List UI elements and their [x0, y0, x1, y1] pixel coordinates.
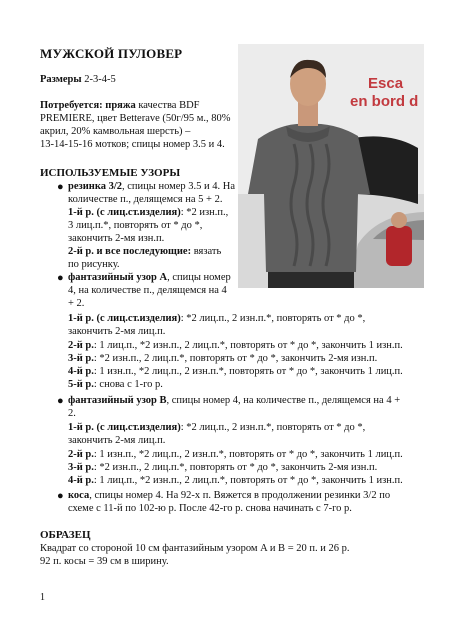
cable-line2: схеме с 11-й по 102-ю р. После 42-го р. снова начинать с 7-го р.	[68, 503, 352, 514]
materials-line2: PREMIERE, цвет Betterave (50г/95 м., 80%	[40, 113, 231, 124]
patB-line2: 2.	[68, 408, 76, 419]
patterns-heading: ИСПОЛЬЗУЕМЫЕ УЗОРЫ	[40, 167, 181, 179]
cable-line1	[68, 490, 390, 503]
patA-row2-text: : 1 лиц.п., *2 изн.п., 2 лиц.п.*, повторять от * до *, закончить 1 изн.п.	[93, 340, 403, 351]
patA-text1: , спицы номер	[167, 272, 231, 283]
patA-line2: 4, на количестве п., делящемся на 4	[68, 285, 227, 296]
bullet-icon: ●	[57, 490, 64, 502]
page-title: МУЖСКОЙ ПУЛОВЕР	[40, 46, 183, 61]
patA-row2	[68, 340, 403, 353]
sizes-label: Размеры	[40, 74, 82, 85]
patA-name: фантазийный узор A	[68, 272, 168, 283]
rib-name: резинка 3/2	[68, 181, 123, 192]
patA-line3: + 2.	[68, 298, 85, 309]
patA-row3-label: 3-й р.	[68, 353, 94, 364]
sizes-line	[40, 74, 116, 87]
rib-row1-text: : *2 изн.п.,	[180, 207, 229, 218]
patA-row2-label: 2-й р.	[68, 340, 94, 351]
patB-row1-b: закончить 2-мя лиц.п.	[68, 435, 166, 446]
materials-line4: 13-14-15-16 мотков; спицы номер 3.5 и 4.	[40, 139, 225, 150]
rib-text1: , спицы номер 3.5 и 4. На	[122, 181, 236, 192]
patB-row4	[68, 475, 403, 488]
materials-label: Потребуется:	[40, 100, 103, 111]
patA-row4-label: 4-й р.	[68, 366, 94, 377]
photo-text-line2: en bord d	[350, 93, 419, 110]
patB-name: фантазийный узор B	[68, 395, 167, 406]
photo-text-line1: Esca	[368, 75, 404, 92]
bullet-icon: ●	[57, 395, 64, 407]
gauge-line1: Квадрат со стороной 10 см фантазийным узором A и B = 20 п. и 26 р.	[40, 543, 350, 554]
bullet-icon: ●	[57, 181, 64, 193]
model-photo	[238, 44, 424, 288]
patA-row1-b: закончить 2-мя лиц.п.	[68, 326, 166, 337]
materials-line1	[40, 100, 200, 113]
rib-row2-label: 2-й р. и все последующие:	[68, 246, 192, 257]
materials-line3: акрил, 20% камвольная шерсть) –	[40, 126, 191, 137]
patB-row4-text: : 1 лиц.п., *2 изн.п., 2 лиц.п.*, повторять от * до *, закончить 1 изн.п.	[93, 475, 403, 486]
rib-row1-c: закончить 2-мя изн.п.	[68, 233, 165, 244]
patA-row4-text: : 1 изн.п., *2 лиц.п., 2 изн.п.*, повторять от * до *, закончить 1 лиц.п.	[93, 366, 403, 377]
patA-row3	[68, 353, 377, 366]
patB-text1: , спицы номер 4, на количестве п., делящемся на 4 +	[166, 395, 401, 406]
sweater-photo-illustration	[238, 44, 424, 288]
patA-row1	[68, 313, 365, 326]
patB-row1-label: 1-й р. (с лиц.ст.изделия)	[68, 422, 181, 433]
cable-name: коса	[68, 490, 90, 501]
patB-row2-text: : 1 изн.п., *2 лиц.п., 2 изн.п.*, повторять от * до *, закончить 1 лиц.п.	[93, 449, 403, 460]
page-number: 1	[40, 592, 45, 603]
patA-row1-text: : *2 лиц.п., 2 изн.п.*, повторять от * до *,	[180, 313, 366, 324]
rib-row1-label: 1-й р. (с лиц.ст.изделия)	[68, 207, 181, 218]
patB-row1-text: : *2 лиц.п., 2 изн.п.*, повторять от * до *,	[180, 422, 366, 433]
patB-row3-label: 3-й р.	[68, 462, 94, 473]
rib-row1-b: 3 лиц.п.*, повторять от * до *,	[68, 220, 203, 231]
patA-row5	[68, 379, 163, 392]
patB-line1	[68, 395, 400, 408]
patB-row3-text: : *2 изн.п., 2 лиц.п.*, повторять от * до *, закончить 2-мя изн.п.	[93, 462, 378, 473]
sizes-value: 2-3-4-5	[84, 74, 116, 85]
gauge-line2: 92 п. косы = 39 см в ширину.	[40, 556, 169, 567]
materials-text1: качества BDF	[138, 100, 200, 111]
bullet-icon: ●	[57, 272, 64, 284]
patB-row4-label: 4-й р.	[68, 475, 94, 486]
rib-line2: количестве п., делящемся на 5 + 2.	[68, 194, 223, 205]
gauge-heading: ОБРАЗЕЦ	[40, 529, 91, 541]
patB-row2	[68, 449, 403, 462]
rib-row1	[68, 207, 228, 220]
rib-row2	[68, 246, 221, 259]
patB-row3	[68, 462, 377, 475]
patA-line1	[68, 272, 231, 285]
patA-row1-label: 1-й р. (с лиц.ст.изделия)	[68, 313, 181, 324]
cable-text1: , спицы номер 4. На 92-х п. Вяжется в продолжении резинки 3/2 по	[89, 490, 391, 501]
rib-row2-text: вязать	[191, 246, 222, 257]
patA-row4	[68, 366, 403, 379]
rib-line1	[68, 181, 235, 194]
patB-row2-label: 2-й р.	[68, 449, 94, 460]
patB-row1	[68, 422, 365, 435]
rib-row2-b: по рисунку.	[68, 259, 120, 270]
patA-row5-label: 5-й р.	[68, 379, 94, 390]
yarn-label: пряжа	[105, 100, 136, 111]
patA-row3-text: : *2 изн.п., 2 лиц.п.*, повторять от * до *, закончить 2-мя изн.п.	[93, 353, 378, 364]
patA-row5-text: : снова с 1-го р.	[93, 379, 163, 390]
